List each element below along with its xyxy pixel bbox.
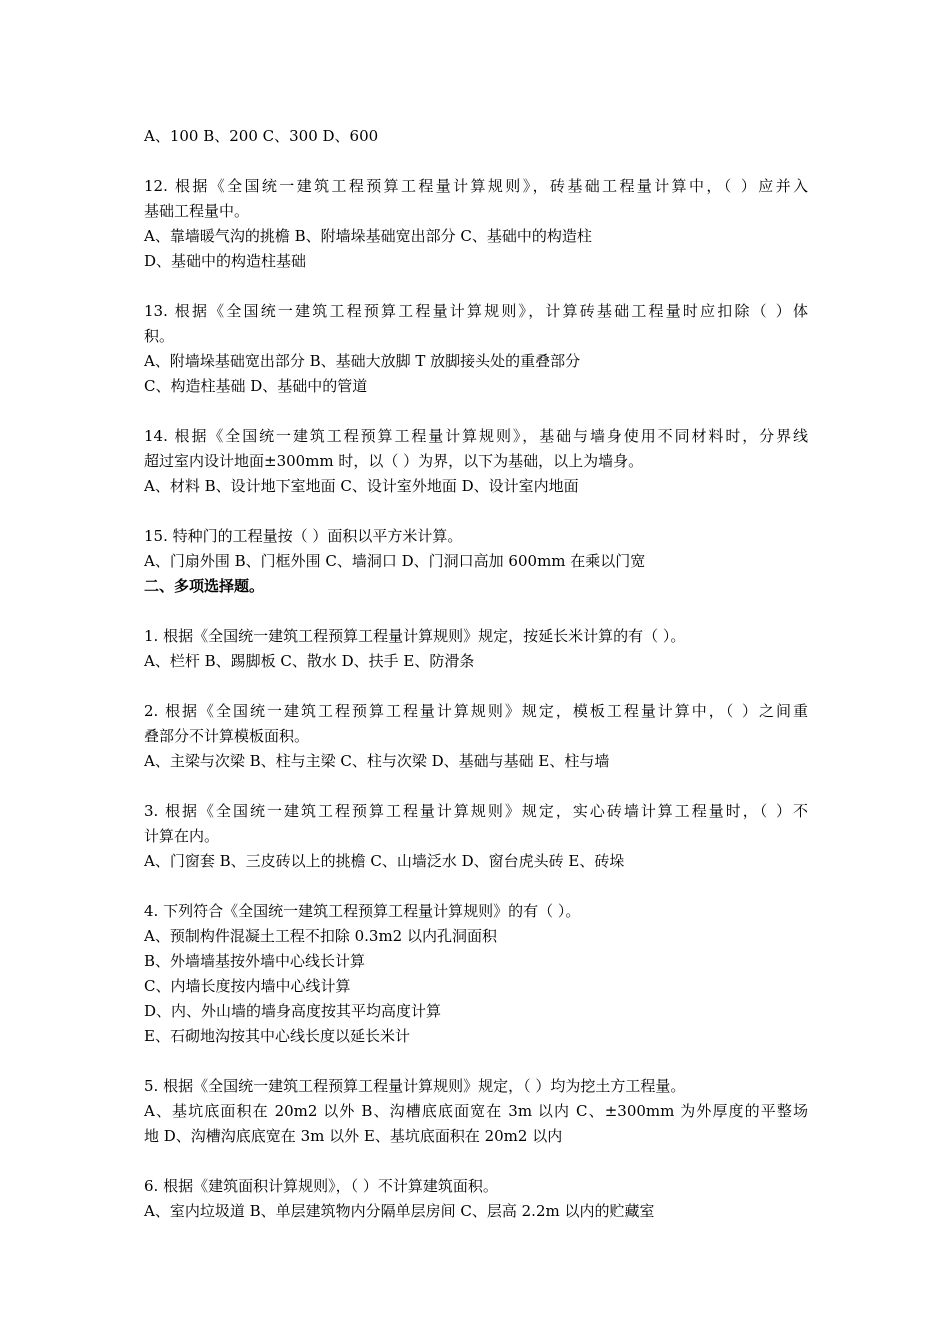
spacer	[144, 274, 808, 299]
m4-option-c: C、内墙长度按内墙中心线计算	[144, 977, 351, 995]
spacer	[144, 774, 808, 799]
spacer	[144, 874, 808, 899]
spacer	[144, 1149, 808, 1174]
m4-option-a: A、预制构件混凝土工程不扣除 0.3m2 以内孔洞面积	[144, 927, 497, 945]
spacer	[144, 599, 808, 624]
q11-options: A、100 B、200 C、300 D、600	[144, 127, 379, 145]
m2-stem-line1: 2. 根据《全国统一建筑工程预算工程量计算规则》规定，模板工程量计算中，（ ）之间重	[144, 702, 808, 720]
m4-stem: 4. 下列符合《全国统一建筑工程预算工程量计算规则》的有（ ）。	[144, 902, 581, 920]
m5-stem: 5. 根据《全国统一建筑工程预算工程量计算规则》规定，（ ）均为挖土方工程量。	[144, 1077, 686, 1095]
m3-stem-line1: 3. 根据《全国统一建筑工程预算工程量计算规则》规定，实心砖墙计算工程量时，（ ）不	[144, 802, 808, 820]
q12-stem-line1: 12. 根据《全国统一建筑工程预算工程量计算规则》，砖基础工程量计算中，（ ）应并入	[144, 177, 808, 195]
m2-stem-line2: 叠部分不计算模板面积。	[144, 727, 310, 745]
m2-options: A、主梁与次梁 B、柱与主梁 C、柱与次梁 D、基础与基础 E、柱与墙	[144, 752, 610, 770]
q13-stem-line1: 13. 根据《全国统一建筑工程预算工程量计算规则》，计算砖基础工程量时应扣除（ ）体	[144, 302, 808, 320]
spacer	[144, 149, 808, 174]
m3-stem-line2: 计算在内。	[144, 827, 220, 845]
q15-options: A、门扇外围 B、门框外围 C、墙洞口 D、门洞口高加 600mm 在乘以门宽	[144, 552, 646, 570]
q12-stem-line2: 基础工程量中。	[144, 202, 250, 220]
m3-options: A、门窗套 B、三皮砖以上的挑檐 C、山墙泛水 D、窗台虎头砖 E、砖垛	[144, 852, 625, 870]
m6-stem: 6. 根据《建筑面积计算规则》，（ ）不计算建筑面积。	[144, 1177, 498, 1195]
m4-option-e: E、石砌地沟按其中心线长度以延长米计	[144, 1027, 410, 1045]
q12-options-line1: A、靠墙暖气沟的挑檐 B、附墙垛基础宽出部分 C、基础中的构造柱	[144, 227, 592, 245]
spacer	[144, 674, 808, 699]
m5-options-line2: 地 D、沟槽沟底底宽在 3m 以外 E、基坑底面积在 20m2 以内	[144, 1127, 563, 1145]
m4-option-d: D、内、外山墙的墙身高度按其平均高度计算	[144, 1002, 442, 1020]
q13-options-line2: C、构造柱基础 D、基础中的管道	[144, 377, 368, 395]
q13-options-line1: A、附墙垛基础宽出部分 B、基础大放脚 T 放脚接头处的重叠部分	[144, 352, 581, 370]
m1-stem: 1. 根据《全国统一建筑工程预算工程量计算规则》规定，按延长米计算的有（ ）。	[144, 627, 686, 645]
m5-options-line1: A、基坑底面积在 20m2 以外 B、沟槽底底面宽在 3m 以内 C、±300mm 为外厚度的平整场	[144, 1102, 808, 1120]
m4-option-b: B、外墙墙基按外墙中心线长计算	[144, 952, 366, 970]
q13-stem-line2: 积。	[144, 327, 175, 345]
q14-stem-line2: 超过室内设计地面±300mm 时，以（ ）为界，以下为基础，以上为墙身。	[144, 452, 644, 470]
m6-options: A、室内垃圾道 B、单层建筑物内分隔单层房间 C、层高 2.2m 以内的贮藏室	[144, 1202, 655, 1220]
q12-options-line2: D、基础中的构造柱基础	[144, 252, 307, 270]
spacer	[144, 399, 808, 424]
spacer	[144, 499, 808, 524]
m1-options: A、栏杆 B、踢脚板 C、散水 D、扶手 E、防滑条	[144, 652, 475, 670]
q14-stem-line1: 14. 根据《全国统一建筑工程预算工程量计算规则》，基础与墙身使用不同材料时，分界线	[144, 427, 808, 445]
spacer	[144, 1049, 808, 1074]
section-heading-multiple-choice: 二、多项选择题。	[144, 577, 265, 595]
q14-options: A、材料 B、设计地下室地面 C、设计室外地面 D、设计室内地面	[144, 477, 579, 495]
q15-stem: 15. 特种门的工程量按（ ）面积以平方米计算。	[144, 527, 463, 545]
document-page	[144, 124, 808, 1224]
